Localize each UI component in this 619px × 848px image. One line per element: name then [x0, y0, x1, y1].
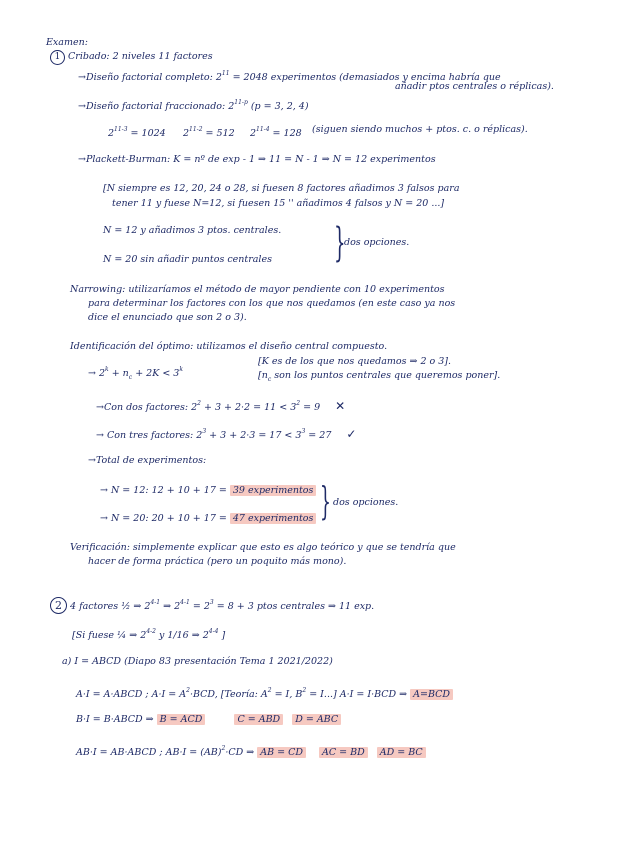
total-experimentos: →Total de experimentos: — [88, 455, 207, 466]
text: → N = 12: 12 + 10 + 17 = — [100, 485, 230, 496]
highlight-c-abd: C = ABD — [234, 714, 283, 725]
ai-line — [76, 685, 453, 701]
exponent: k — [105, 366, 109, 373]
exponent: 2 — [197, 400, 201, 407]
text: 4 factores ½ ⇒ 2 — [70, 601, 151, 612]
question-1-header — [50, 50, 213, 65]
formula-text-b: + n — [108, 368, 129, 379]
narrowing-line-3: dice el enunciado que son 2 o 3). — [88, 312, 247, 323]
text: = I...] A·I = I·BCD ⇒ — [306, 689, 411, 700]
narrowing-line-2: para determinar los factores con los que nos quedamos (en este caso ya nos — [88, 298, 456, 309]
exponent: 11-4 — [256, 126, 270, 133]
text: → Con tres factores: 2 — [96, 430, 203, 441]
highlight-n12: 39 experimentos — [230, 485, 317, 496]
ccd-formula — [88, 364, 183, 384]
text: = 9 — [300, 402, 321, 413]
question-2-line-1 — [50, 597, 374, 614]
text: = 2 — [189, 601, 210, 612]
value: = 1024 — [127, 128, 166, 139]
exponent: 2 — [302, 687, 307, 694]
plackett-burman: →Plackett-Burman: K = nº de exp - 1 ⇒ 11 = N - 1 ⇒ N = 12 experimentos — [78, 154, 436, 165]
bi-line — [76, 714, 341, 726]
text: AB·I = AB·ABCD ; AB·I = (AB) — [76, 747, 222, 758]
value: = 128 — [269, 128, 302, 139]
pb-note-2: tener 11 y fuese N=12, si fuesen 15 '' añadimos 4 falsos y N = 20 ...] — [112, 198, 445, 209]
dos-factores — [96, 398, 345, 414]
exponent: 2 — [186, 687, 190, 694]
exponent: 11 — [221, 70, 230, 77]
disenio-completo-cont: añadir ptos centrales o réplicas). — [395, 81, 554, 92]
brace-right: } — [334, 220, 346, 266]
question-1-number: 1 — [50, 50, 65, 65]
exponent: 3 — [209, 599, 214, 606]
dos-opciones-1: dos opciones. — [344, 237, 410, 248]
exponent: 2 — [267, 687, 272, 694]
exponent: k — [179, 366, 183, 373]
text: →Con dos factores: 2 — [96, 402, 198, 413]
exponent: 4-2 — [146, 628, 156, 635]
highlight-n20: 47 experimentos — [230, 513, 317, 524]
text: = I, B — [271, 689, 303, 700]
optimo-line: Identificación del óptimo: utilizamos el diseño central compuesto. — [70, 341, 388, 352]
fraccionado-text: →Diseño factorial fraccionado: 2 — [78, 101, 235, 112]
subscript: c — [267, 375, 272, 383]
exponent: 11-3 — [114, 126, 128, 133]
text: = 8 + 3 ptos centrales ⇒ 11 exp. — [213, 601, 375, 612]
exponent: 11-2 — [189, 126, 203, 133]
highlight-ac-bd: AC = BD — [319, 747, 368, 758]
base: 2 — [108, 128, 115, 139]
frac-val-1 — [108, 124, 166, 140]
frac-note: (siguen siendo muchos + ptos. c. o réplicas). — [312, 124, 528, 135]
option-n12: N = 12 y añadimos 3 ptos. centrales. — [103, 225, 282, 236]
brace-right-2: } — [320, 479, 331, 523]
exponent: 11-p — [234, 99, 248, 106]
verificacion-1: Verificación: simplemente explicar que esto es algo teórico y que se tendría que — [70, 542, 456, 553]
text: y 1/16 ⇒ 2 — [155, 630, 209, 641]
exponent: 2 — [296, 400, 301, 407]
text: ⇒ 2 — [160, 601, 181, 612]
question-2-line-2 — [72, 626, 225, 642]
exponent: 4-4 — [208, 628, 219, 635]
text: A·I = A·ABCD ; A·I = A — [76, 689, 187, 700]
ab-line — [76, 743, 426, 759]
cross-icon: ✕ — [335, 399, 346, 413]
narrowing-line-1: Narrowing: utilizaríamos el método de mayor pendiente con 10 experimentos — [70, 284, 445, 295]
text: B·I = B·ABCD ⇒ — [76, 714, 157, 725]
exponent: 3 — [202, 428, 207, 435]
formula-text: → 2 — [88, 368, 106, 379]
note-nc-a: [n — [258, 370, 268, 381]
value: = 512 — [202, 128, 235, 139]
text: [Si fuese ¼ ⇒ 2 — [72, 630, 147, 641]
note-nc-b: son los puntos centrales que queremos poner]. — [271, 370, 501, 381]
disenio-completo-text: →Diseño factorial completo: 2 — [78, 72, 222, 83]
pb-note-1: [N siempre es 12, 20, 24 o 28, si fuesen 8 factores añadimos 3 falsos para — [103, 183, 460, 194]
text: + 3 + 2·3 = 17 < 3 — [206, 430, 302, 441]
tres-factores — [96, 426, 356, 442]
subscript: c — [128, 373, 133, 381]
exponent: 4-1 — [180, 599, 190, 606]
base: 2 — [183, 128, 190, 139]
highlight-b-acd: B = ACD — [157, 714, 206, 725]
total-n12 — [100, 485, 316, 497]
formula-text-c: + 2K < 3 — [132, 368, 180, 379]
text: + 3 + 2·2 = 11 < 3 — [200, 402, 297, 413]
frac-val-2 — [183, 124, 235, 140]
note-nc — [258, 370, 500, 386]
text: ·BCD, [Teoría: A — [189, 689, 268, 700]
highlight-ab-cd: AB = CD — [257, 747, 306, 758]
base: 2 — [250, 128, 257, 139]
verificacion-2: hacer de forma práctica (pero un poquito más mono). — [88, 556, 347, 567]
part-a-line: a) I = ABCD (Diapo 83 presentación Tema 1 2021/2022) — [62, 656, 333, 667]
disenio-completo-text-b: = 2048 experimentos (demasiados y encima habría que — [229, 72, 501, 83]
text: ] — [218, 630, 226, 641]
highlight-ad-bc: AD = BC — [377, 747, 426, 758]
check-icon: ✓ — [346, 427, 357, 441]
option-n20: N = 20 sin añadir puntos centrales — [103, 254, 272, 265]
exam-title: Examen: — [46, 37, 88, 48]
exponent: 3 — [301, 428, 306, 435]
frac-val-3 — [250, 124, 302, 140]
note-k: [K es de los que nos quedamos ⇒ 2 o 3]. — [258, 356, 452, 367]
exponent: 4-1 — [150, 599, 161, 606]
highlight-a-bcd: A=BCD — [410, 689, 453, 700]
highlight-d-abc: D = ABC — [292, 714, 341, 725]
total-n20 — [100, 513, 316, 525]
fraccionado-text-b: (p = 3, 2, 4) — [247, 101, 309, 112]
cribado-line: Cribado: 2 niveles 11 factores — [68, 51, 213, 62]
text: ·CD ⇒ — [225, 747, 258, 758]
text: → N = 20: 20 + 10 + 17 = — [100, 513, 230, 524]
question-2-number: 2 — [50, 597, 67, 614]
exponent: 2 — [221, 745, 226, 752]
disenio-fraccionado — [78, 97, 309, 113]
text: = 27 — [305, 430, 332, 441]
dos-opciones-2: dos opciones. — [333, 497, 399, 508]
